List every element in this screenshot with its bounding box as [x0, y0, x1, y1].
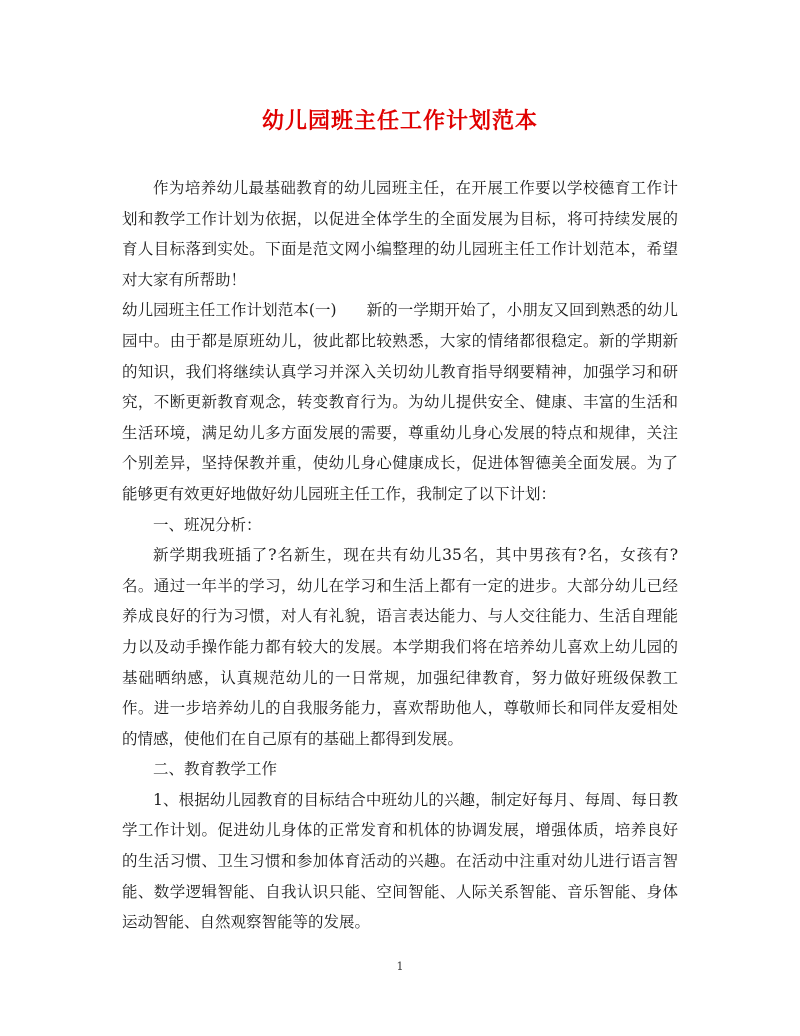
- heading-class-analysis: 一、班况分析：: [153, 515, 262, 534]
- section-1-paragraph: [122, 295, 678, 509]
- page-number: 1: [396, 960, 404, 973]
- teaching-work-paragraph: 1、根据幼儿园教育的目标结合中班幼儿的兴趣，制定好每月、每周、每日教学工作计划。促进幼儿身体的正常发育和机体的协调发展，增强体质，培养良好的生活习惯、卫生习惯和参加体育活动的兴趣。在活动中注重对幼儿进行语言智能、数学逻辑智能、自我认识只能、空间智能、人际关系智能、音乐智能、身体运动智能、自然观察智能等的发展。: [122, 790, 678, 932]
- document-title: 幼儿园班主任工作计划范本: [261, 108, 538, 134]
- section-1-label: 幼儿园班主任工作计划范本(一): [122, 301, 337, 320]
- intro-paragraph: 作为培养幼儿最基础教育的幼儿园班主任，在开展工作要以学校德育工作计划和教学工作计划为依据，以促进全体学生的全面发展为目标，将可持续发展的育人目标落到实处。下面是范文网小编整理的幼儿园班主任工作计划范本，希望对大家有所帮助！: [122, 179, 678, 289]
- class-analysis-paragraph: 新学期我班插了?名新生，现在共有幼儿35名，其中男孩有?名，女孩有?名。通过一年半的学习，幼儿在学习和生活上都有一定的进步。大部分幼儿已经养成良好的行为习惯，对人有礼貌，语言表达能力、与人交往能力、生活自理能力以及动手操作能力都有较大的发展。本学期我们将在培养幼儿喜欢上幼儿园的基础晒纳感，认真规范幼儿的一日常规，加强纪律教育，努力做好班级保教工作。进一步培养幼儿的自我服务能力，喜欢帮助他人，尊敬师长和同伴友爱相处的情感，使他们在自己原有的基础上都得到发展。: [122, 546, 678, 748]
- heading-teaching-work: 二、教育教学工作: [153, 760, 278, 779]
- section-1-body: 新的一学期开始了，小朋友又回到熟悉的幼儿园中。由于都是原班幼儿，彼此都比较熟悉，大家的情绪都很稳定。新的学期新的知识，我们将继续认真学习并深入关切幼儿教育指导纲要精神，加强学习和研究，不断更新教育观念，转变教育行为。为幼儿提供安全、健康、丰富的生活和生活环境，满足幼儿多方面发展的需要，尊重幼儿身心发展的特点和规律，关注个别差异，坚持保教并重，使幼儿身心健康成长，促进体智德美全面发展。为了能够更有效更好地做好幼儿园班主任工作，我制定了以下计划：: [122, 301, 678, 503]
- document-body: [122, 173, 678, 938]
